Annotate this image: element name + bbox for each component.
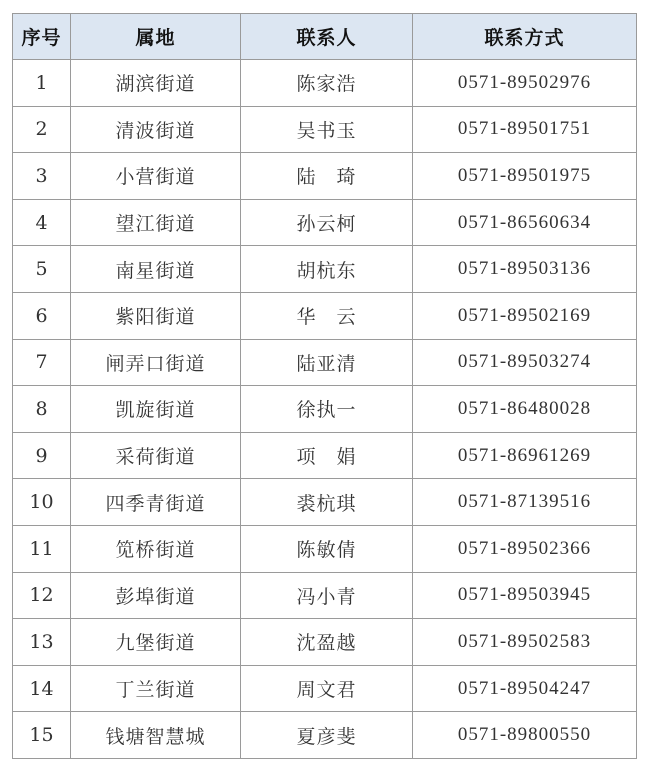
table-row: [13, 432, 637, 479]
cell-phone: 0571-89504247: [413, 665, 637, 712]
cell-seq: 7: [13, 339, 71, 386]
cell-contact-name: 夏彦斐: [241, 712, 413, 759]
cell-contact-name: 陆亚清: [241, 339, 413, 386]
cell-contact-name: 陈家浩: [241, 60, 413, 107]
cell-phone: 0571-86560634: [413, 199, 637, 246]
cell-area: 望江街道: [71, 199, 241, 246]
cell-phone: 0571-89800550: [413, 712, 637, 759]
cell-seq: 2: [13, 106, 71, 153]
table-row: [13, 619, 637, 666]
cell-area: 钱塘智慧城: [71, 712, 241, 759]
cell-contact-name: 徐执一: [241, 386, 413, 433]
cell-phone: 0571-89503274: [413, 339, 637, 386]
table-row: [13, 525, 637, 572]
table-row: [13, 199, 637, 246]
cell-contact-name: 项 娟: [241, 432, 413, 479]
cell-seq: 13: [13, 619, 71, 666]
cell-contact-name: 沈盈越: [241, 619, 413, 666]
cell-phone: 0571-87139516: [413, 479, 637, 526]
cell-contact-name: 胡杭东: [241, 246, 413, 293]
cell-area: 小营街道: [71, 153, 241, 200]
contacts-table: [12, 13, 637, 759]
cell-phone: 0571-89501751: [413, 106, 637, 153]
cell-seq: 1: [13, 60, 71, 107]
table-row: [13, 60, 637, 107]
cell-seq: 8: [13, 386, 71, 433]
cell-contact-name: 孙云柯: [241, 199, 413, 246]
cell-contact-name: 冯小青: [241, 572, 413, 619]
header-phone: 联系方式: [413, 14, 637, 60]
cell-seq: 10: [13, 479, 71, 526]
cell-contact-name: 陈敏倩: [241, 525, 413, 572]
cell-area: 采荷街道: [71, 432, 241, 479]
cell-phone: 0571-89502169: [413, 292, 637, 339]
table-body: [13, 60, 637, 759]
header-row: [13, 14, 637, 60]
header-seq: 序号: [13, 14, 71, 60]
cell-seq: 4: [13, 199, 71, 246]
cell-area: 湖滨街道: [71, 60, 241, 107]
cell-phone: 0571-89503945: [413, 572, 637, 619]
cell-area: 丁兰街道: [71, 665, 241, 712]
cell-area: 南星街道: [71, 246, 241, 293]
table-row: [13, 106, 637, 153]
cell-seq: 12: [13, 572, 71, 619]
table-row: [13, 339, 637, 386]
cell-area: 紫阳街道: [71, 292, 241, 339]
cell-seq: 9: [13, 432, 71, 479]
table-row: [13, 292, 637, 339]
table-row: [13, 386, 637, 433]
cell-seq: 15: [13, 712, 71, 759]
cell-contact-name: 周文君: [241, 665, 413, 712]
table-row: [13, 572, 637, 619]
table-row: [13, 712, 637, 759]
cell-seq: 6: [13, 292, 71, 339]
cell-phone: 0571-89503136: [413, 246, 637, 293]
table-row: [13, 153, 637, 200]
cell-phone: 0571-89502366: [413, 525, 637, 572]
header-contact: 联系人: [241, 14, 413, 60]
cell-phone: 0571-89501975: [413, 153, 637, 200]
cell-seq: 5: [13, 246, 71, 293]
table-header: [13, 14, 637, 60]
cell-phone: 0571-89502583: [413, 619, 637, 666]
cell-area: 彭埠街道: [71, 572, 241, 619]
header-area: 属地: [71, 14, 241, 60]
cell-seq: 14: [13, 665, 71, 712]
table-row: [13, 246, 637, 293]
cell-contact-name: 陆 琦: [241, 153, 413, 200]
cell-seq: 3: [13, 153, 71, 200]
cell-phone: 0571-89502976: [413, 60, 637, 107]
cell-phone: 0571-86961269: [413, 432, 637, 479]
cell-area: 四季青街道: [71, 479, 241, 526]
cell-phone: 0571-86480028: [413, 386, 637, 433]
table-row: [13, 479, 637, 526]
cell-area: 清波街道: [71, 106, 241, 153]
cell-contact-name: 华 云: [241, 292, 413, 339]
cell-contact-name: 吴书玉: [241, 106, 413, 153]
cell-area: 闸弄口街道: [71, 339, 241, 386]
cell-area: 凯旋街道: [71, 386, 241, 433]
table-row: [13, 665, 637, 712]
cell-area: 笕桥街道: [71, 525, 241, 572]
cell-seq: 11: [13, 525, 71, 572]
cell-area: 九堡街道: [71, 619, 241, 666]
cell-contact-name: 裘杭琪: [241, 479, 413, 526]
